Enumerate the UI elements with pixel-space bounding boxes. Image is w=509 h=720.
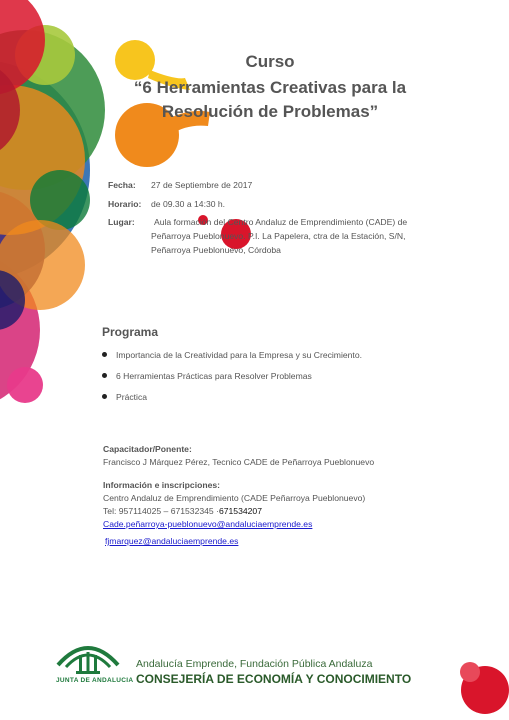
junta-andalucia-logo xyxy=(52,635,124,677)
email-cade-link[interactable]: Cade.peñarroya-pueblonuevo@andaluciaemprende.es xyxy=(103,519,313,529)
logo-text: JUNTA DE ANDALUCIA xyxy=(56,677,134,684)
bullet-dot-icon xyxy=(102,352,107,357)
fecha-label: Fecha: xyxy=(108,180,136,190)
email-fjmarquez-link[interactable]: fjmarquez@andaluciaemprende.es xyxy=(105,536,239,546)
contact-phone xyxy=(103,505,365,518)
course-title-line2: “6 Herramientas Creativas para la xyxy=(133,78,407,97)
programa-item-text: Práctica xyxy=(116,392,148,402)
contact-block xyxy=(103,479,365,548)
programa-item-text: Importancia de la Creatividad para la Empresa y su Crecimiento. xyxy=(116,350,362,360)
lugar-line1: Aula formación del Centro Andaluz de Emprendimiento (CADE) de xyxy=(154,217,408,227)
speaker-label: Capacitador/Ponente: xyxy=(103,444,192,454)
lugar-label: Lugar: xyxy=(108,217,135,227)
lugar-line3: Peñarroya Pueblonuevo, Córdoba xyxy=(151,245,281,255)
phone-mobile: 671534207 xyxy=(218,506,262,516)
programa-item xyxy=(102,371,312,381)
horario-value: de 09.30 a 14:30 h. xyxy=(151,199,226,209)
contact-center: Centro Andaluz de Emprendimiento (CADE Peñarroya Pueblonuevo) xyxy=(103,493,366,503)
bullet-dot-icon xyxy=(102,373,107,378)
footer-org-line2: CONSEJERÍA DE ECONOMÍA Y CONOCIMIENTO xyxy=(136,672,412,686)
footer-org-line1: Andalucía Emprende, Fundación Pública Andaluza xyxy=(136,658,373,670)
speaker-block xyxy=(103,443,374,469)
bullet-dot-icon xyxy=(102,394,107,399)
programa-title: Programa xyxy=(102,325,159,339)
contact-label: Información e inscripciones: xyxy=(103,480,220,490)
programa-item xyxy=(102,350,362,360)
programa-item xyxy=(102,392,147,402)
fecha-value: 27 de Septiembre de 2017 xyxy=(151,180,253,190)
horario-label: Horario: xyxy=(108,199,142,209)
programa-item-text: 6 Herramientas Prácticas para Resolver Problemas xyxy=(116,371,312,381)
speaker-value: Francisco J Márquez Pérez, Tecnico CADE de Peñarroya Pueblonuevo xyxy=(103,457,375,467)
course-title-line1: Curso xyxy=(245,52,295,71)
lugar-line2: Peñarroya Pueblonuevo. P.I. La Papelera, ctra de la Estación, S/N, xyxy=(151,231,406,241)
phone-numbers: Tel: 957114025 – 671532345 · xyxy=(103,506,219,516)
course-title-line3: Resolución de Problemas” xyxy=(161,102,379,121)
